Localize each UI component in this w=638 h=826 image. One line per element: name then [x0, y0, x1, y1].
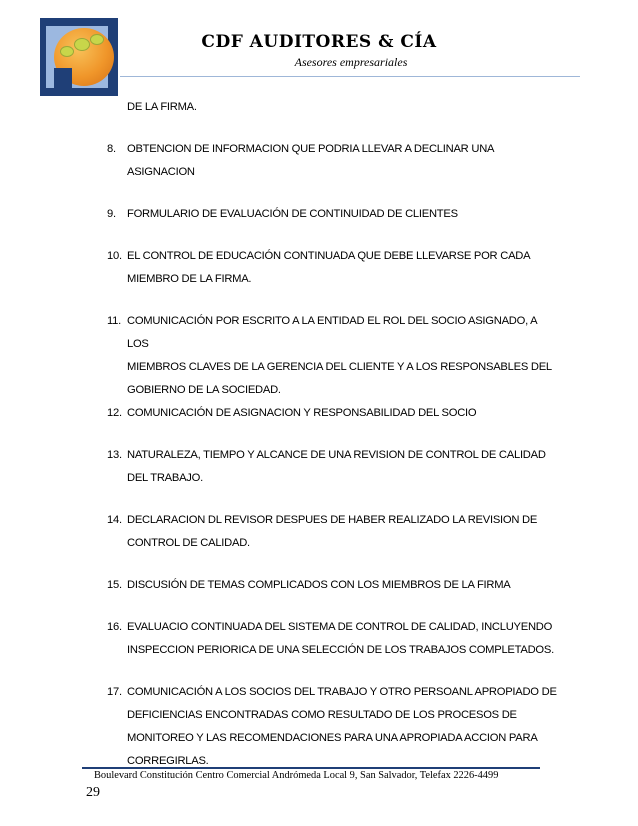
list-item	[107, 138, 557, 184]
list-item-number: 10.	[107, 250, 122, 262]
list-item-text	[127, 310, 557, 402]
list-item-line: INSPECCION PERIORICA DE UNA SELECCIÓN DE LOS TRABAJOS COMPLETADOS.	[127, 644, 554, 656]
list-item-text	[127, 245, 557, 291]
numbered-list	[107, 138, 557, 773]
list-item-line: OBTENCION DE INFORMACION QUE PODRIA LLEVAR A DECLINAR UNA ASIGNACION	[127, 143, 494, 178]
list-item-line: CONTROL DE CALIDAD.	[127, 537, 250, 549]
list-item-text	[127, 574, 557, 597]
list-item-line: DISCUSIÓN DE TEMAS COMPLICADOS CON LOS MIEMBROS DE LA FIRMA	[127, 579, 511, 591]
list-item	[107, 402, 557, 425]
list-item-text	[127, 681, 557, 773]
list-item-line: CORREGIRLAS.	[127, 755, 209, 767]
list-item-number: 16.	[107, 621, 122, 633]
list-item-text	[127, 616, 557, 662]
list-item-number: 11.	[107, 315, 121, 327]
list-item-line: COMUNICACIÓN A LOS SOCIOS DEL TRABAJO Y OTRO PERSOANL APROPIADO DE	[127, 686, 557, 698]
list-item-line: FORMULARIO DE EVALUACIÓN DE CONTINUIDAD DE CLIENTES	[127, 208, 458, 220]
list-item-line: MONITOREO Y LAS RECOMENDACIONES PARA UNA APROPIADA ACCION PARA	[127, 732, 538, 744]
list-item	[107, 444, 557, 490]
list-item-text	[127, 402, 557, 425]
list-item-number: 13.	[107, 449, 122, 461]
continued-text: DE LA FIRMA.	[127, 101, 197, 113]
footer-address: Boulevard Constitución Centro Comercial Andrómeda Local 9, San Salvador, Telefax 2226-4499	[94, 770, 499, 781]
list-item-text	[127, 509, 557, 555]
company-tagline: Asesores empresariales	[294, 55, 408, 69]
list-item	[107, 245, 557, 291]
list-item-line: MIEMBROS CLAVES DE LA GERENCIA DEL CLIENTE Y A LOS RESPONSABLES DEL	[127, 361, 552, 373]
list-item-text	[127, 203, 557, 226]
list-item-line: DECLARACION DL REVISOR DESPUES DE HABER REALIZADO LA REVISION DE	[127, 514, 538, 526]
footer-divider	[82, 767, 540, 769]
list-item-line: DEL TRABAJO.	[127, 472, 203, 484]
company-name: CDF AUDITORES & CÍA	[201, 32, 437, 52]
page-number: 29	[86, 785, 100, 800]
header-divider	[120, 76, 580, 77]
list-item-number: 14.	[107, 514, 122, 526]
list-item	[107, 310, 557, 402]
list-item-line: GOBIERNO DE LA SOCIEDAD.	[127, 384, 281, 396]
list-item-number: 15.	[107, 579, 122, 591]
list-item-text	[127, 138, 557, 184]
list-item-line: EVALUACIO CONTINUADA DEL SISTEMA DE CONTROL DE CALIDAD, INCLUYENDO	[127, 621, 553, 633]
cdf-logo-icon	[40, 18, 118, 96]
list-item-number: 17.	[107, 686, 122, 698]
list-item-line: EL CONTROL DE EDUCACIÓN CONTINUADA QUE DEBE LLEVARSE POR CADA	[127, 250, 531, 262]
document-body	[107, 96, 557, 773]
list-item	[107, 574, 557, 597]
list-item-line: COMUNICACIÓN POR ESCRITO A LA ENTIDAD EL ROL DEL SOCIO ASIGNADO, A LOS	[127, 315, 537, 350]
list-item-line: COMUNICACIÓN DE ASIGNACION Y RESPONSABILIDAD DEL SOCIO	[127, 407, 477, 419]
list-item-line: MIEMBRO DE LA FIRMA.	[127, 273, 252, 285]
list-item	[107, 509, 557, 555]
list-item-line: NATURALEZA, TIEMPO Y ALCANCE DE UNA REVISION DE CONTROL DE CALIDAD	[127, 449, 546, 461]
list-item	[107, 616, 557, 662]
list-item-line: DEFICIENCIAS ENCONTRADAS COMO RESULTADO DE LOS PROCESOS DE	[127, 709, 517, 721]
list-item-text	[127, 444, 557, 490]
list-item-number: 9.	[107, 208, 116, 220]
list-item	[107, 681, 557, 773]
page-header	[0, 0, 638, 96]
list-item-number: 8.	[107, 143, 116, 155]
list-item	[107, 203, 557, 226]
list-item-number: 12.	[107, 407, 122, 419]
